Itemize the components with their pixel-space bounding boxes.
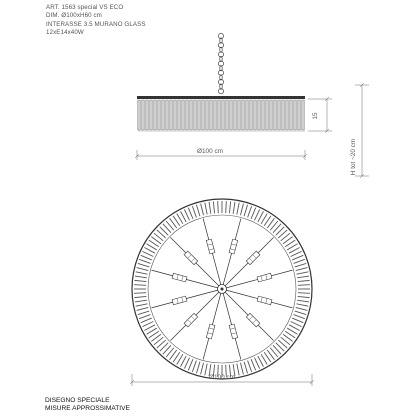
side-pendant <box>150 100 153 130</box>
ring-crystal <box>218 201 219 213</box>
side-pendant <box>206 100 209 130</box>
arm <box>203 289 222 360</box>
ring-crystal <box>205 203 207 215</box>
side-pendant <box>154 100 157 130</box>
ring-crystal <box>244 362 247 373</box>
socket-body <box>172 273 187 282</box>
side-height-label: 15 <box>312 112 319 120</box>
top-width-label: Ø100 cm <box>209 374 235 381</box>
side-pendant <box>146 100 149 130</box>
side-pendant <box>262 100 265 130</box>
side-pendant <box>282 100 285 130</box>
ring-crystal <box>297 276 309 278</box>
ring-crystal <box>237 364 239 376</box>
ring-crystal <box>297 272 309 274</box>
arm <box>170 289 222 341</box>
ring-crystal <box>138 263 149 266</box>
side-pendant <box>194 100 197 130</box>
ring-crystal <box>205 364 207 376</box>
side-pendant <box>202 100 205 130</box>
arm <box>222 237 274 289</box>
ring-crystal <box>135 276 147 278</box>
ring-crystal <box>201 204 204 216</box>
ring-crystal <box>184 358 189 369</box>
side-pendant <box>174 100 177 130</box>
socket-body <box>246 313 260 327</box>
socket-body <box>257 296 272 305</box>
side-pendant <box>242 100 245 130</box>
ring-crystal <box>226 201 227 213</box>
arm <box>222 289 293 308</box>
ring-crystal <box>237 203 239 215</box>
side-pendant <box>278 100 281 130</box>
side-pendant <box>258 100 261 130</box>
ring-crystal <box>298 296 310 297</box>
ring-crystal <box>184 209 189 220</box>
ring-crystal <box>254 358 259 369</box>
socket-body <box>257 273 272 282</box>
ring-crystal <box>295 263 306 266</box>
ring-crystal <box>142 251 153 256</box>
ring-crystal <box>298 285 310 286</box>
bulb-socket <box>206 239 215 254</box>
note-special-design: DISEGNO SPECIALE <box>45 397 110 404</box>
ring-crystal <box>138 311 149 314</box>
side-pendant-row <box>138 100 305 130</box>
bulb-socket <box>257 273 272 282</box>
side-width-label: Ø100 cm <box>197 148 223 155</box>
socket-body <box>184 251 198 265</box>
side-pendant <box>266 100 269 130</box>
side-pendant <box>178 100 181 130</box>
bulb-socket <box>206 324 215 339</box>
side-pendant <box>214 100 217 130</box>
socket-body <box>206 239 215 254</box>
ring-crystal <box>297 304 309 306</box>
ring-crystal <box>233 202 235 214</box>
side-pendant <box>286 100 289 130</box>
ring-crystal <box>134 296 146 297</box>
ring-crystal <box>292 318 303 323</box>
ring-crystal <box>137 268 149 271</box>
ring-crystal <box>251 359 256 370</box>
side-pendant <box>234 100 237 130</box>
bulb-socket <box>172 273 187 282</box>
ring-crystal <box>192 206 196 217</box>
note-block <box>45 397 130 413</box>
ring-crystal <box>196 362 199 373</box>
side-pendant <box>170 100 173 130</box>
side-pendant <box>186 100 189 130</box>
bulb-socket <box>246 251 260 265</box>
ring-crystal <box>292 255 303 260</box>
side-pendant <box>166 100 169 130</box>
total-height-dimension <box>355 83 369 178</box>
socket-body <box>206 324 215 339</box>
side-pendant <box>238 100 241 130</box>
ring-crystal <box>142 321 153 326</box>
side-pendant <box>142 100 145 130</box>
bulb-socket <box>246 313 260 327</box>
ring-crystal <box>139 315 150 319</box>
side-pendant <box>230 100 233 130</box>
side-pendant <box>302 100 305 130</box>
arm <box>151 270 222 289</box>
side-pendant <box>270 100 273 130</box>
bulb-socket <box>184 251 198 265</box>
side-pendant <box>138 100 141 130</box>
side-pendant <box>182 100 185 130</box>
side-pendant <box>294 100 297 130</box>
ring-crystal <box>134 280 146 281</box>
ring-crystal <box>135 300 147 302</box>
side-pendant <box>162 100 165 130</box>
ring-crystal <box>296 307 308 310</box>
ring-crystal <box>296 268 308 271</box>
arm <box>170 237 222 289</box>
ring-crystal <box>134 293 146 294</box>
ring-crystal <box>134 285 146 286</box>
ring-crystal <box>248 361 252 372</box>
arm <box>222 289 241 360</box>
side-pendant <box>250 100 253 130</box>
ring-crystal <box>291 251 302 256</box>
bulb-socket <box>172 296 187 305</box>
ring-crystal <box>254 209 259 220</box>
ring-crystal <box>188 359 193 370</box>
socket-body <box>172 296 187 305</box>
ring-crystal <box>137 307 149 310</box>
arm <box>222 218 241 289</box>
ring-crystal <box>213 201 214 213</box>
ring-crystal <box>248 206 252 217</box>
frame-bar <box>137 96 305 99</box>
side-pendant <box>246 100 249 130</box>
ring-crystal <box>294 259 305 263</box>
side-view <box>135 33 369 178</box>
side-pendant <box>290 100 293 130</box>
side-pendant <box>274 100 277 130</box>
bulb-socket <box>257 296 272 305</box>
ring-crystal <box>188 208 193 219</box>
side-pendant <box>210 100 213 130</box>
ring-crystal <box>240 204 243 216</box>
ring-crystal <box>136 272 148 274</box>
side-pendant <box>190 100 193 130</box>
side-pendant <box>226 100 229 130</box>
socket-body <box>229 324 238 339</box>
ring-crystal <box>294 315 305 319</box>
bulb-socket <box>184 313 198 327</box>
ring-crystal <box>196 205 199 216</box>
ring-crystal <box>240 363 243 375</box>
ring-crystal <box>298 280 310 281</box>
ring-crystal <box>298 293 310 294</box>
socket-body <box>184 313 198 327</box>
bulb-socket <box>229 324 238 339</box>
ring-crystal <box>291 321 302 326</box>
side-pendant <box>198 100 201 130</box>
arm <box>222 289 274 341</box>
arm <box>151 289 222 308</box>
ring-crystal <box>251 208 256 219</box>
ring-crystal <box>201 363 204 375</box>
side-pendant <box>218 100 221 130</box>
bulb-socket <box>229 239 238 254</box>
ring-crystal <box>139 259 150 263</box>
ring-crystal <box>136 304 148 306</box>
center-hub-dot <box>221 288 224 291</box>
ring-crystal <box>229 201 230 213</box>
top-view <box>130 199 314 386</box>
side-pendant <box>158 100 161 130</box>
ring-crystal <box>141 318 152 323</box>
total-height-label: H tot ~20 cm <box>350 138 357 176</box>
ring-crystal <box>192 361 196 372</box>
ring-crystal <box>295 311 306 314</box>
side-pendant <box>222 100 225 130</box>
spec-bulbs: 12xE14x40W <box>46 29 84 37</box>
socket-body <box>229 239 238 254</box>
note-approximate-sizes: MISURE APPROSSIMATIVE <box>45 405 130 413</box>
ring-crystal <box>297 300 309 302</box>
ring-crystal <box>209 202 211 214</box>
ring-crystal <box>244 205 247 216</box>
arm <box>222 270 293 289</box>
arm <box>203 218 222 289</box>
spec-interaxis: INTERASSE 3.5 MURANO GLASS <box>46 20 146 28</box>
spec-dimensions: DIM. Ø100xH60 cm <box>46 12 102 20</box>
side-pendant <box>298 100 301 130</box>
ring-crystal <box>141 255 152 260</box>
socket-body <box>246 251 260 265</box>
hanging-chain <box>218 33 223 93</box>
side-pendant <box>254 100 257 130</box>
spec-article: ART. 1563 special VS ECO <box>46 4 124 11</box>
